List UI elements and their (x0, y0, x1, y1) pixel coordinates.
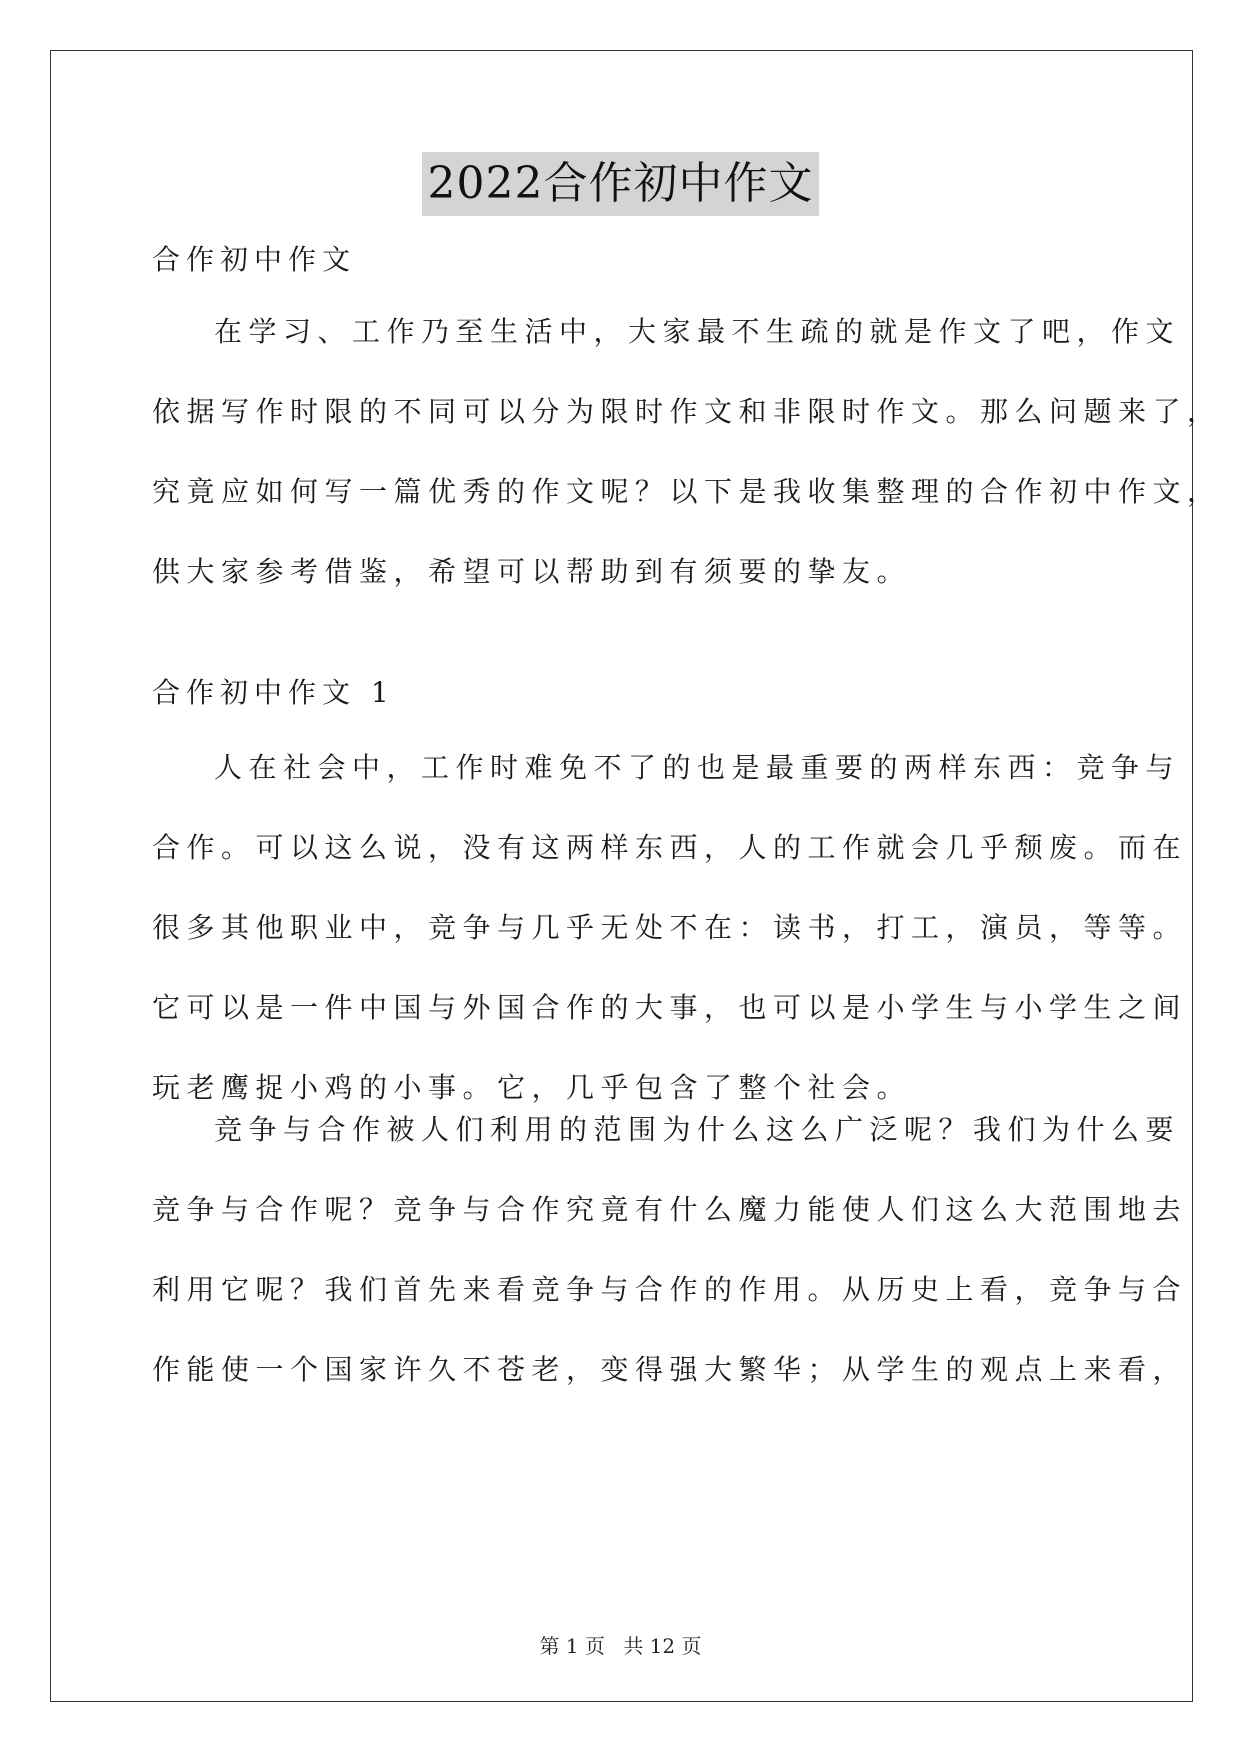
paragraph-line: 竞争与合作呢？竞争与合作究竟有什么魔力能使人们这么大范围地去 (152, 1193, 1188, 1226)
document-subtitle: 合作初中作文 (152, 243, 357, 276)
page-number: 第 1 页 (539, 1634, 605, 1658)
paragraph-line: 它可以是一件中国与外国合作的大事，也可以是小学生与小学生之间 (152, 991, 1188, 1024)
paragraph-line: 竞争与合作被人们利用的范围为什么这么广泛呢？我们为什么要 (214, 1113, 1181, 1146)
paragraph-line: 人在社会中，工作时难免不了的也是最重要的两样东西：竞争与 (214, 751, 1181, 784)
intro-paragraph (152, 292, 1222, 612)
page-total: 共 12 页 (623, 1634, 702, 1658)
paragraph-line: 很多其他职业中，竞争与几乎无处不在：读书，打工，演员，等等。 (152, 911, 1188, 944)
intro-line: 在学习、工作乃至生活中，大家最不生疏的就是作文了吧，作文 (214, 315, 1181, 348)
paragraph-line: 合作。可以这么说，没有这两样东西，人的工作就会几乎颓废。而在 (152, 831, 1188, 864)
title-container (0, 152, 1241, 216)
page-footer (0, 1630, 1241, 1659)
intro-line: 依据写作时限的不同可以分为限时作文和非限时作文。那么问题来了， (152, 395, 1222, 428)
document-title: 2022合作初中作文 (422, 152, 820, 216)
paragraph-2 (152, 1090, 1188, 1410)
paragraph-line: 利用它呢？我们首先来看竞争与合作的作用。从历史上看，竞争与合 (152, 1273, 1188, 1306)
paragraph-1 (152, 728, 1188, 1128)
intro-line: 究竟应如何写一篇优秀的作文呢？以下是我收集整理的合作初中作文， (152, 475, 1222, 508)
paragraph-line: 作能使一个国家许久不苍老，变得强大繁华；从学生的观点上来看， (152, 1353, 1188, 1386)
paragraph-line: 玩老鹰捉小鸡的小事。它，几乎包含了整个社会。 (152, 1071, 912, 1104)
intro-line: 供大家参考借鉴，希望可以帮助到有须要的挚友。 (152, 555, 912, 588)
section-heading: 合作初中作文 1 (152, 676, 395, 709)
